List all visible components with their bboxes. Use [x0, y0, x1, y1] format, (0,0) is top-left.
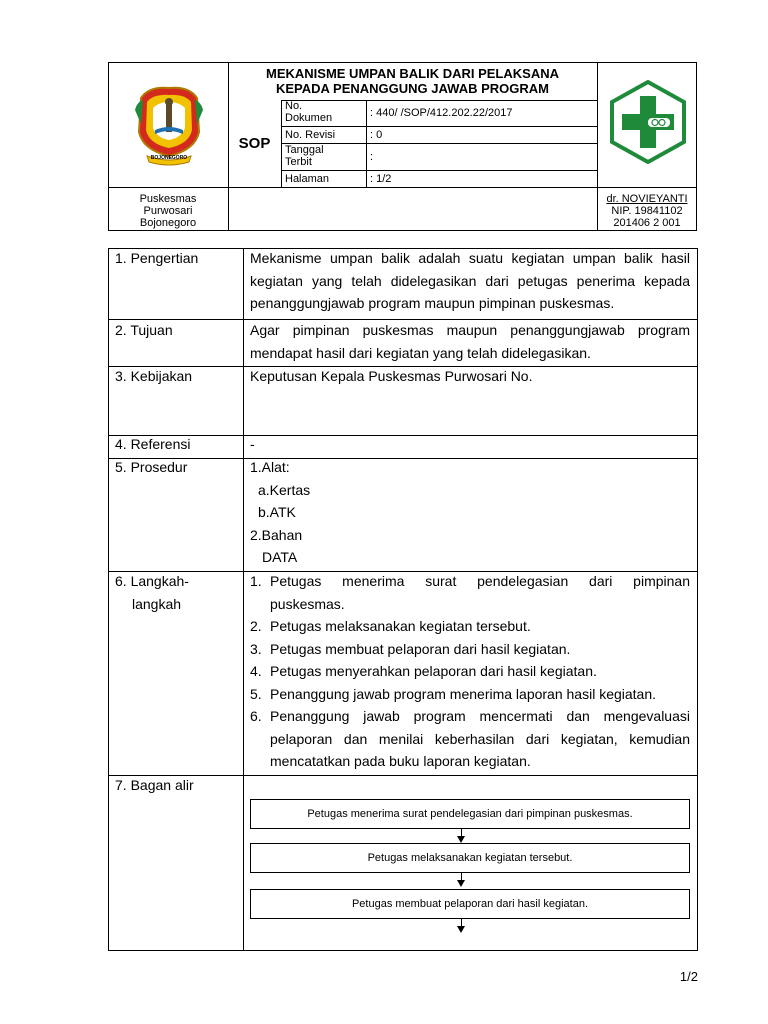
logo-caption: BOJONEGORO	[150, 155, 188, 161]
text-kebijakan: Keputusan Kepala Puskesmas Purwosari No.	[250, 368, 533, 384]
label-line: 6. Langkah-	[115, 573, 189, 589]
step-text: pelaporan dan menilai keberhasilan dari kegiatan, kemudian	[270, 730, 690, 747]
step-item	[250, 570, 690, 615]
step-number: 1.	[250, 573, 262, 589]
text-tujuan	[250, 319, 690, 364]
text-line: b.ATK	[258, 504, 296, 520]
organization-name	[108, 193, 228, 229]
org-line: Puskesmas	[139, 193, 197, 205]
page-number: 1/2	[679, 969, 698, 984]
signer-nip: NIP. 19841102	[611, 205, 683, 217]
text-line: penanggungjawab program maupun pimpinan puskesmas.	[250, 295, 615, 311]
step-number: 2.	[250, 618, 262, 634]
step-number: 6.	[250, 708, 262, 724]
table-column-divider	[243, 248, 244, 951]
step-text: mencatatkan pada buku laporan kegiatan.	[270, 753, 531, 769]
flow-box-3: Petugas membuat pelaporan dari hasil kegiatan.	[250, 889, 690, 919]
title-line-1: MEKANISME UMPAN BALIK DARI PELAKSANA	[266, 66, 559, 81]
text-line: DATA	[262, 549, 298, 565]
label-tujuan: 2. Tujuan	[115, 322, 173, 338]
step-text: Penanggung jawab program menerima laporan hasil kegiatan.	[270, 685, 657, 702]
step-item	[250, 615, 690, 638]
field-label-dokumen	[285, 100, 332, 124]
flow-box-2: Petugas melaksanakan kegiatan tersebut.	[250, 843, 690, 873]
text-line: Mekanisme umpan balik adalah suatu kegiatan umpan balik hasil	[250, 250, 690, 266]
signer-block	[597, 193, 697, 229]
flow-arrow-head	[457, 926, 465, 933]
step-number: 3.	[250, 640, 262, 657]
org-line: Purwosari	[143, 205, 193, 217]
text-line: kegiatan yang telah didelegasikan dari petugas penerima kepada	[250, 272, 690, 289]
label-prosedur: 5. Prosedur	[115, 459, 188, 475]
signer-name: dr. NOVIEYANTI	[606, 193, 688, 205]
field-label-halaman: Halaman	[285, 173, 330, 185]
step-text: Petugas membuat pelaporan dari hasil kegiatan.	[270, 640, 571, 657]
text-prosedur	[250, 456, 310, 569]
row-divider	[108, 775, 698, 776]
field-value-tanggal: :	[370, 151, 374, 163]
steps-list	[250, 570, 690, 773]
header-divider	[108, 187, 697, 188]
label-kebijakan: 3. Kebijakan	[115, 368, 193, 384]
row-divider	[108, 435, 698, 436]
flow-arrow-head	[457, 880, 465, 887]
text-line: 2.Bahan	[250, 526, 303, 543]
step-item	[250, 660, 690, 683]
step-text: Petugas melaksanakan kegiatan tersebut.	[270, 618, 531, 634]
field-label-line: No.	[285, 100, 303, 112]
row-divider	[108, 458, 698, 459]
label-langkah	[115, 570, 189, 615]
label-referensi: 4. Referensi	[115, 436, 191, 452]
title-line-2: KEPADA PENANGGUNG JAWAB PROGRAM	[275, 81, 550, 96]
text-line: Agar pimpinan puskesmas maupun penanggungjawab program	[250, 322, 690, 338]
text-line: 1.Alat:	[250, 459, 290, 475]
field-value-dokumen: : 440/ /SOP/412.202.22/2017	[370, 107, 513, 119]
sop-label: SOP	[238, 135, 271, 152]
step-text: Petugas menerima surat pendelegasian dari pimpinan	[270, 573, 690, 589]
step-text: Penanggung jawab program mencermati dan mengevaluasi	[270, 708, 690, 724]
field-label-revisi: No. Revisi	[285, 129, 336, 141]
step-item	[250, 638, 690, 661]
field-value-halaman: : 1/2	[370, 173, 392, 185]
label-pengertian: 1. Pengertian	[115, 250, 199, 266]
document-title	[228, 66, 597, 96]
step-text: puskesmas.	[270, 595, 345, 612]
step-text: Petugas menyerahkan pelaporan dari hasil kegiatan.	[270, 663, 597, 679]
header-divider	[281, 170, 597, 171]
org-line: Bojonegoro	[139, 217, 197, 229]
puskesmas-logo	[608, 80, 688, 164]
signer-nip: 201406 2 001	[613, 217, 681, 229]
field-label-line: Tanggal	[285, 144, 324, 156]
text-line: a.Kertas	[258, 481, 311, 498]
text-pengertian	[250, 247, 690, 315]
header-divider	[281, 126, 597, 127]
step-item	[250, 705, 690, 773]
step-number: 4.	[250, 663, 262, 679]
step-item	[250, 683, 690, 706]
field-value-revisi: : 0	[370, 129, 383, 141]
text-referensi: -	[250, 436, 255, 452]
bojonegoro-logo	[133, 80, 205, 170]
text-line: mendapat hasil dari kegiatan yang telah didelegasikan.	[250, 344, 591, 361]
label-bagan-alir: 7. Bagan alir	[115, 777, 194, 793]
flow-box-1: Petugas menerima surat pendelegasian dari pimpinan puskesmas.	[250, 799, 690, 829]
header-divider	[281, 143, 597, 144]
label-line: langkah	[132, 595, 182, 612]
step-number: 5.	[250, 685, 262, 702]
flow-arrow-head	[457, 836, 465, 843]
field-label-line: Terbit	[285, 156, 312, 168]
field-label-tanggal	[285, 144, 324, 168]
field-label-line: Dokumen	[285, 112, 333, 124]
